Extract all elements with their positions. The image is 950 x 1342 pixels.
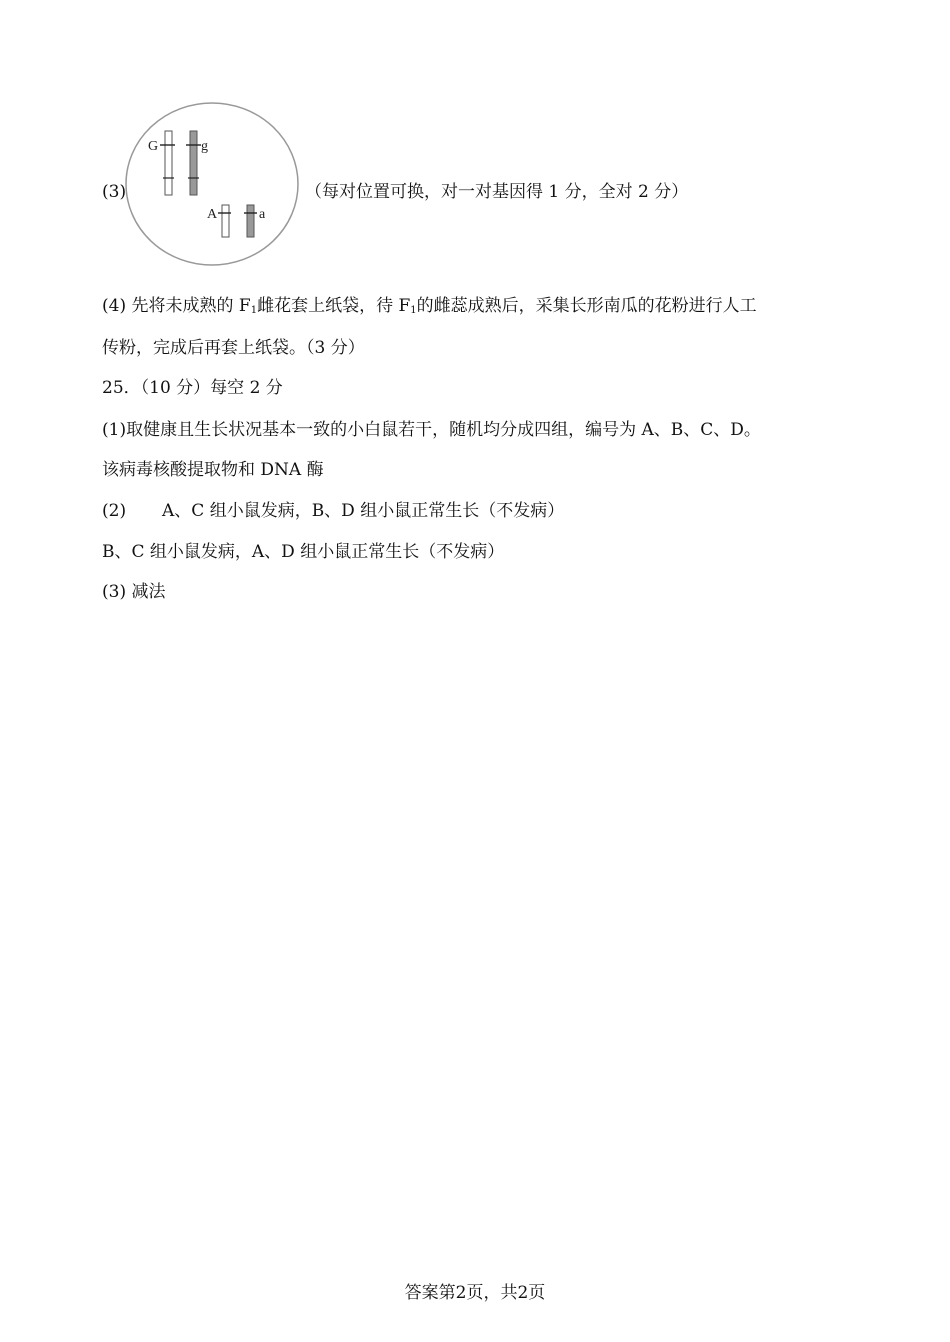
item4-line2: 传粉，完成后再套上纸袋。（3 分） — [102, 338, 365, 358]
item4-line1 — [102, 294, 757, 323]
q25-part3-text: 减法 — [131, 582, 166, 602]
gene-label-G: G — [148, 139, 159, 154]
q25-part3 — [102, 580, 166, 604]
chromosome-g — [190, 131, 197, 195]
q25-part2-line1: A、C 组小鼠发病，B、D 组小鼠正常生长（不发病） — [162, 501, 565, 521]
item4-text-b: 雌花套上纸袋，待 F — [257, 296, 411, 316]
chromosome-G — [165, 131, 172, 195]
q25-part1-line1: (1)取健康且生长状况基本一致的小白鼠若干，随机均分成四组，编号为 A、B、C、D。 — [102, 420, 761, 440]
item4-label: (4) — [102, 296, 127, 316]
q25-part3-label: (3) — [102, 582, 127, 602]
item4-text-c: 的雌蕊成熟后，采集长形南瓜的花粉进行人工 — [416, 296, 757, 316]
cell-circle — [126, 103, 298, 265]
chromosome-figure — [124, 100, 300, 268]
gene-label-A: A — [207, 207, 218, 222]
q25-part2-label: (2) — [102, 501, 127, 521]
item4-sub-1: 1 — [250, 305, 258, 316]
chromosome-a — [247, 205, 254, 237]
item3-label: (3) — [102, 182, 127, 202]
q25-part1-line2: 该病毒核酸提取物和 DNA 酶 — [102, 460, 324, 480]
question-25-heading: 25．（10 分）每空 2 分 — [102, 378, 283, 398]
item3-scoring-note: （每对位置可换，对一对基因得 1 分，全对 2 分） — [305, 182, 689, 202]
q25-part2-line2: B、C 组小鼠发病，A、D 组小鼠正常生长（不发病） — [102, 542, 505, 562]
chromosome-A — [222, 205, 229, 237]
item4-text-a: 先将未成熟的 F — [131, 296, 251, 316]
gene-label-a: a — [259, 207, 266, 222]
item4-sub-2: 1 — [410, 305, 417, 316]
gene-label-g: g — [201, 139, 208, 154]
page-footer: 答案第2页，共2页 — [404, 1283, 546, 1303]
